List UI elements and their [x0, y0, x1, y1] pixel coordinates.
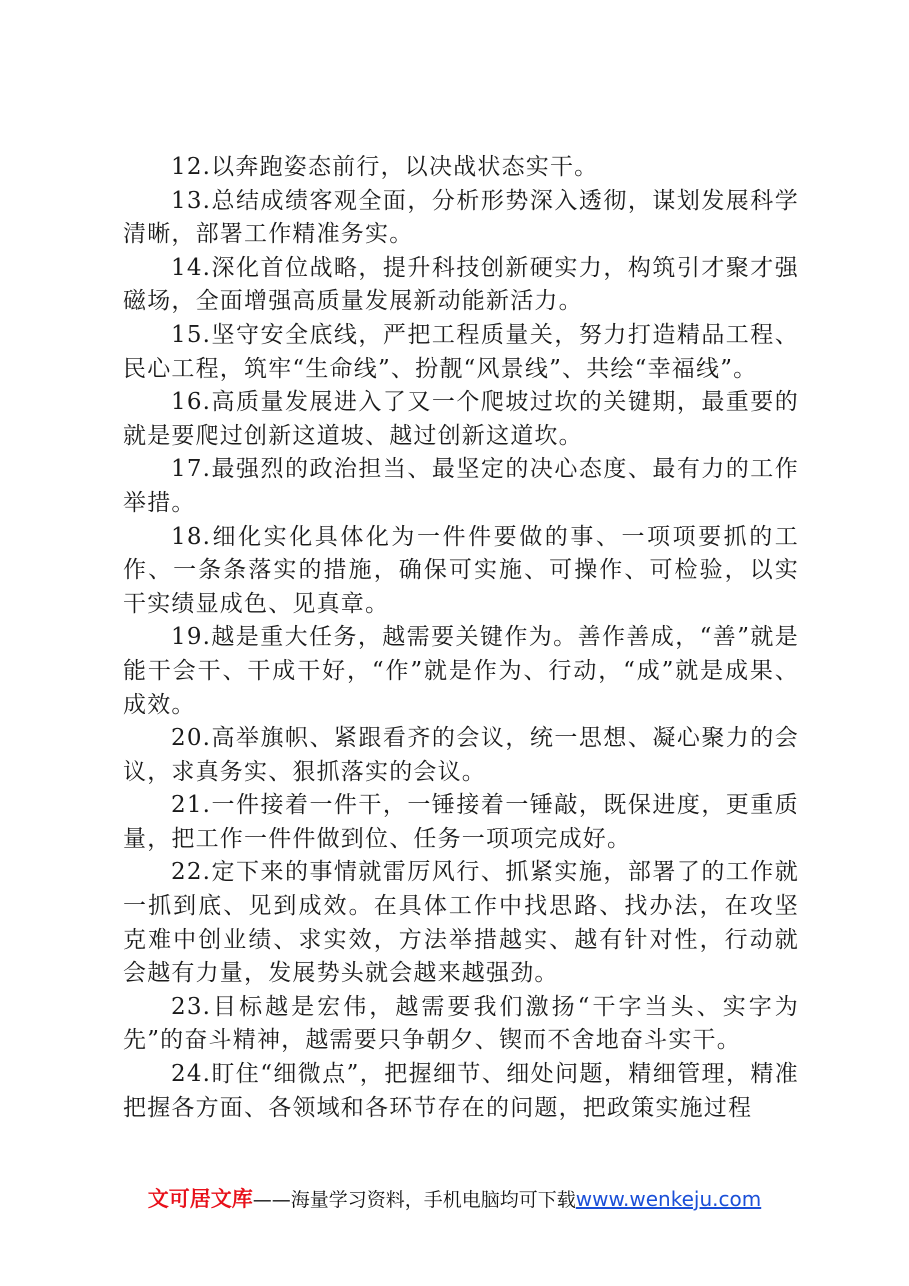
- paragraph-18: 18.细化实化具体化为一件件要做的事、一项项要抓的工作、一条条落实的措施，确保可实施、可操作、可检验，以实干实绩显成色、见真章。: [123, 523, 799, 617]
- paragraph-15: 15.坚守安全底线，严把工程质量关，努力打造精品工程、民心工程，筑牢“生命线”、扮靓“风景线”、共绘“幸福线”。: [123, 321, 799, 382]
- paragraph-16: 16.高质量发展进入了又一个爬坡过坎的关键期，最重要的就是要爬过创新这道坡、越过创新这道坎。: [123, 389, 799, 449]
- paragraph-23: 23.目标越是宏伟，越需要我们激扬“干字当头、实字为先”的奋斗精神，越需要只争朝夕、锲而不舍地奋斗实干。: [123, 993, 799, 1054]
- page-footer: [0, 1183, 909, 1213]
- paragraph-17: 17.最强烈的政治担当、最坚定的决心态度、最有力的工作举措。: [123, 456, 799, 516]
- paragraph-20: 20.高举旗帜、紧跟看齐的会议，统一思想、凝心聚力的会议，求真务实、狠抓落实的会议。: [123, 725, 799, 785]
- paragraph-21: 21.一件接着一件干，一锤接着一锤敲，既保进度，更重质量，把工作一件件做到位、任务一项项完成好。: [123, 792, 799, 852]
- paragraph-14: 14.深化首位战略，提升科技创新硬实力，构筑引才聚才强磁场，全面增强高质量发展新动能新活力。: [123, 254, 799, 315]
- paragraph-19: 19.越是重大任务，越需要关键作为。善作善成，“善”就是能干会干、干成干好，“作”就是作为、行动，“成”就是成果、成效。: [123, 624, 799, 718]
- paragraph-24: 24.盯住“细微点”，把握细节、细处问题，精细管理，精准把握各方面、各领域和各环节存在的问题，把政策实施过程: [123, 1061, 799, 1121]
- footer-tagline: ——海量学习资料，手机电脑均可下载: [252, 1189, 576, 1211]
- document-body: [123, 151, 799, 1125]
- paragraph-12: 12.以奔跑姿态前行，以决战状态实干。: [171, 154, 599, 180]
- paragraph-13: 13.总结成绩客观全面，分析形势深入透彻，谋划发展科学清晰，部署工作精准务实。: [123, 187, 799, 248]
- footer-brand: 文可居文库: [147, 1187, 253, 1211]
- footer-link[interactable]: www.wenkeju.com: [575, 1187, 762, 1211]
- paragraph-22: 22.定下来的事情就雷厉风行、抓紧实施，部署了的工作就一抓到底、见到成效。在具体工作中找思路、找办法，在攻坚克难中创业绩、求实效，方法举措越实、越有针对性，行动就会越有力量，发展势头就会越来越强劲。: [123, 859, 799, 987]
